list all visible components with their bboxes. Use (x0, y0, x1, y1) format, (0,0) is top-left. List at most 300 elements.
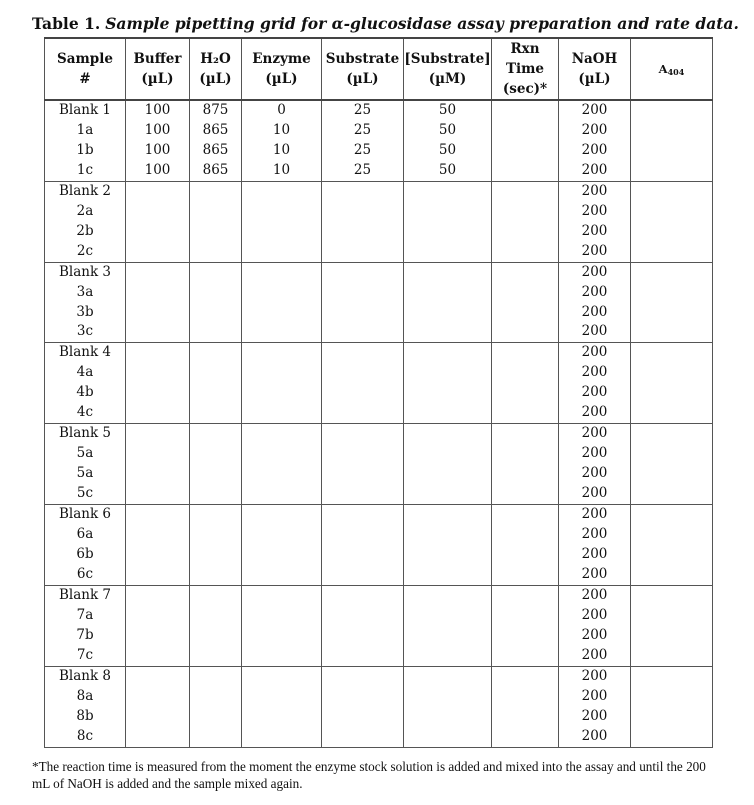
cell-rxn-time (492, 141, 559, 161)
cell-buffer (126, 505, 190, 525)
cell-substrate (322, 727, 404, 747)
cell-rxn-time (492, 242, 559, 262)
cell-buffer (126, 687, 190, 707)
cell-enzyme (242, 181, 322, 201)
cell-enzyme (242, 403, 322, 423)
cell-substrate-conc (404, 687, 492, 707)
cell-water (190, 666, 242, 686)
cell-sample: 4b (45, 383, 126, 403)
cell-rxn-time (492, 283, 559, 303)
cell-sample: 6c (45, 565, 126, 585)
cell-water (190, 322, 242, 342)
cell-naoh: 200 (559, 363, 631, 383)
cell-enzyme (242, 242, 322, 262)
cell-water (190, 262, 242, 282)
cell-sample: 2b (45, 222, 126, 242)
cell-rxn-time (492, 363, 559, 383)
cell-water (190, 545, 242, 565)
cell-substrate-conc (404, 606, 492, 626)
cell-absorbance (631, 343, 713, 363)
cell-substrate-conc (404, 464, 492, 484)
cell-naoh: 200 (559, 464, 631, 484)
cell-sample: 8b (45, 707, 126, 727)
cell-substrate (322, 262, 404, 282)
cell-buffer (126, 727, 190, 747)
cell-enzyme (242, 505, 322, 525)
cell-substrate-conc (404, 181, 492, 201)
cell-substrate (322, 464, 404, 484)
cell-absorbance (631, 121, 713, 141)
table-row (45, 727, 713, 747)
cell-naoh: 200 (559, 626, 631, 646)
cell-sample: 5c (45, 484, 126, 504)
cell-substrate-conc (404, 727, 492, 747)
cell-substrate (322, 626, 404, 646)
cell-naoh: 200 (559, 121, 631, 141)
cell-water (190, 525, 242, 545)
cell-substrate (322, 424, 404, 444)
cell-enzyme (242, 565, 322, 585)
cell-sample: 5a (45, 444, 126, 464)
table-row (45, 545, 713, 565)
caption-label: Table 1. (32, 14, 101, 33)
cell-enzyme (242, 322, 322, 342)
cell-water (190, 687, 242, 707)
table-row (45, 141, 713, 161)
cell-absorbance (631, 525, 713, 545)
cell-sample: 3c (45, 322, 126, 342)
cell-sample: 1b (45, 141, 126, 161)
cell-sample: 1c (45, 161, 126, 181)
cell-water (190, 626, 242, 646)
cell-enzyme: 0 (242, 100, 322, 121)
cell-substrate-conc (404, 343, 492, 363)
cell-substrate-conc (404, 444, 492, 464)
header-rxn-time: Rxn Time (sec)* (492, 38, 559, 100)
cell-rxn-time (492, 484, 559, 504)
cell-substrate (322, 687, 404, 707)
cell-naoh: 200 (559, 525, 631, 545)
table-row (45, 606, 713, 626)
cell-water: 865 (190, 141, 242, 161)
cell-rxn-time (492, 424, 559, 444)
cell-buffer: 100 (126, 100, 190, 121)
cell-absorbance (631, 222, 713, 242)
cell-substrate-conc (404, 262, 492, 282)
cell-enzyme: 10 (242, 161, 322, 181)
cell-naoh: 200 (559, 262, 631, 282)
cell-enzyme (242, 606, 322, 626)
cell-naoh: 200 (559, 606, 631, 626)
cell-buffer (126, 202, 190, 222)
cell-naoh: 200 (559, 383, 631, 403)
cell-water: 865 (190, 121, 242, 141)
cell-water (190, 707, 242, 727)
cell-water (190, 363, 242, 383)
cell-buffer (126, 283, 190, 303)
cell-buffer (126, 242, 190, 262)
cell-absorbance (631, 687, 713, 707)
cell-absorbance (631, 545, 713, 565)
cell-substrate-conc (404, 585, 492, 605)
cell-buffer (126, 585, 190, 605)
cell-water (190, 646, 242, 666)
cell-enzyme (242, 383, 322, 403)
cell-substrate-conc: 50 (404, 161, 492, 181)
cell-sample: Blank 3 (45, 262, 126, 282)
cell-substrate-conc (404, 383, 492, 403)
cell-naoh: 200 (559, 565, 631, 585)
cell-sample: Blank 2 (45, 181, 126, 201)
cell-buffer (126, 262, 190, 282)
cell-absorbance (631, 444, 713, 464)
cell-buffer (126, 424, 190, 444)
cell-substrate (322, 707, 404, 727)
cell-buffer (126, 363, 190, 383)
table-row (45, 444, 713, 464)
cell-absorbance (631, 606, 713, 626)
cell-water (190, 303, 242, 323)
cell-absorbance (631, 646, 713, 666)
cell-absorbance (631, 181, 713, 201)
cell-enzyme (242, 626, 322, 646)
cell-buffer (126, 181, 190, 201)
cell-absorbance (631, 303, 713, 323)
cell-buffer: 100 (126, 141, 190, 161)
table-row (45, 222, 713, 242)
table-row (45, 100, 713, 121)
cell-substrate-conc (404, 545, 492, 565)
cell-enzyme (242, 303, 322, 323)
cell-enzyme (242, 545, 322, 565)
cell-sample: Blank 6 (45, 505, 126, 525)
cell-absorbance (631, 363, 713, 383)
cell-sample: 7c (45, 646, 126, 666)
cell-buffer (126, 565, 190, 585)
cell-buffer (126, 303, 190, 323)
cell-substrate (322, 484, 404, 504)
cell-substrate (322, 606, 404, 626)
cell-substrate (322, 545, 404, 565)
cell-absorbance (631, 484, 713, 504)
cell-rxn-time (492, 727, 559, 747)
cell-rxn-time (492, 525, 559, 545)
cell-rxn-time (492, 464, 559, 484)
cell-water (190, 403, 242, 423)
cell-naoh: 200 (559, 444, 631, 464)
cell-substrate-conc (404, 202, 492, 222)
table-row (45, 262, 713, 282)
cell-substrate (322, 283, 404, 303)
cell-naoh: 200 (559, 687, 631, 707)
cell-naoh: 200 (559, 585, 631, 605)
cell-substrate-conc (404, 646, 492, 666)
cell-enzyme (242, 202, 322, 222)
table-row (45, 161, 713, 181)
header-absorbance: $A_{404}$ (631, 38, 713, 100)
cell-rxn-time (492, 666, 559, 686)
cell-buffer (126, 383, 190, 403)
cell-substrate (322, 666, 404, 686)
cell-enzyme (242, 707, 322, 727)
cell-sample: 6a (45, 525, 126, 545)
cell-enzyme (242, 424, 322, 444)
table-row (45, 565, 713, 585)
cell-enzyme (242, 262, 322, 282)
cell-substrate: 25 (322, 100, 404, 121)
cell-absorbance (631, 283, 713, 303)
cell-sample: 2c (45, 242, 126, 262)
cell-sample: 3b (45, 303, 126, 323)
cell-water (190, 242, 242, 262)
cell-rxn-time (492, 707, 559, 727)
cell-substrate (322, 565, 404, 585)
cell-substrate-conc (404, 242, 492, 262)
cell-enzyme (242, 343, 322, 363)
cell-water (190, 343, 242, 363)
cell-water (190, 283, 242, 303)
cell-naoh: 200 (559, 646, 631, 666)
cell-sample: 3a (45, 283, 126, 303)
cell-sample: 7b (45, 626, 126, 646)
cell-naoh: 200 (559, 141, 631, 161)
table-row (45, 484, 713, 504)
cell-sample: Blank 7 (45, 585, 126, 605)
cell-water (190, 202, 242, 222)
cell-absorbance (631, 403, 713, 423)
cell-substrate-conc: 50 (404, 100, 492, 121)
cell-enzyme (242, 646, 322, 666)
cell-rxn-time (492, 565, 559, 585)
cell-naoh: 200 (559, 161, 631, 181)
cell-buffer (126, 444, 190, 464)
cell-rxn-time (492, 626, 559, 646)
cell-water: 875 (190, 100, 242, 121)
cell-absorbance (631, 464, 713, 484)
cell-buffer (126, 403, 190, 423)
cell-water (190, 181, 242, 201)
cell-rxn-time (492, 687, 559, 707)
cell-rxn-time (492, 303, 559, 323)
cell-sample: 4c (45, 403, 126, 423)
table-row (45, 363, 713, 383)
cell-absorbance (631, 505, 713, 525)
cell-naoh: 200 (559, 202, 631, 222)
cell-water (190, 444, 242, 464)
cell-absorbance (631, 141, 713, 161)
header-substrate: Substrate (µL) (322, 38, 404, 100)
cell-substrate (322, 242, 404, 262)
cell-water: 865 (190, 161, 242, 181)
cell-sample: Blank 1 (45, 100, 126, 121)
cell-water (190, 505, 242, 525)
cell-sample: 1a (45, 121, 126, 141)
cell-substrate (322, 383, 404, 403)
cell-substrate-conc (404, 303, 492, 323)
cell-naoh: 200 (559, 303, 631, 323)
cell-absorbance (631, 322, 713, 342)
table-row (45, 687, 713, 707)
cell-buffer (126, 525, 190, 545)
header-row (45, 38, 713, 100)
table-row (45, 707, 713, 727)
cell-absorbance (631, 202, 713, 222)
cell-absorbance (631, 424, 713, 444)
cell-substrate-conc: 50 (404, 141, 492, 161)
cell-enzyme (242, 687, 322, 707)
cell-rxn-time (492, 545, 559, 565)
cell-sample: Blank 5 (45, 424, 126, 444)
cell-enzyme: 10 (242, 121, 322, 141)
cell-substrate (322, 181, 404, 201)
cell-water (190, 606, 242, 626)
header-substrate-conc: [Substrate] (µM) (404, 38, 492, 100)
cell-substrate (322, 646, 404, 666)
cell-substrate-conc (404, 666, 492, 686)
cell-enzyme (242, 727, 322, 747)
table-row (45, 303, 713, 323)
cell-water (190, 727, 242, 747)
cell-naoh: 200 (559, 505, 631, 525)
pipetting-grid-table (44, 37, 713, 748)
cell-substrate (322, 322, 404, 342)
cell-rxn-time (492, 181, 559, 201)
cell-sample: Blank 4 (45, 343, 126, 363)
cell-substrate-conc (404, 283, 492, 303)
cell-buffer: 100 (126, 121, 190, 141)
cell-buffer (126, 484, 190, 504)
cell-substrate: 25 (322, 141, 404, 161)
cell-naoh: 200 (559, 727, 631, 747)
cell-rxn-time (492, 322, 559, 342)
cell-substrate (322, 444, 404, 464)
table-row (45, 383, 713, 403)
cell-absorbance (631, 727, 713, 747)
cell-naoh: 200 (559, 484, 631, 504)
cell-enzyme (242, 222, 322, 242)
cell-rxn-time (492, 646, 559, 666)
cell-sample: 8a (45, 687, 126, 707)
cell-naoh: 200 (559, 322, 631, 342)
cell-enzyme (242, 666, 322, 686)
cell-buffer (126, 322, 190, 342)
cell-absorbance (631, 262, 713, 282)
cell-substrate (322, 505, 404, 525)
cell-buffer: 100 (126, 161, 190, 181)
cell-rxn-time (492, 202, 559, 222)
cell-absorbance (631, 585, 713, 605)
table-row (45, 121, 713, 141)
cell-substrate (322, 343, 404, 363)
cell-buffer (126, 343, 190, 363)
cell-sample: 8c (45, 727, 126, 747)
cell-sample: 7a (45, 606, 126, 626)
header-buffer: Buffer (µL) (126, 38, 190, 100)
cell-substrate-conc: 50 (404, 121, 492, 141)
cell-rxn-time (492, 343, 559, 363)
cell-buffer (126, 464, 190, 484)
cell-absorbance (631, 383, 713, 403)
cell-rxn-time (492, 100, 559, 121)
cell-rxn-time (492, 121, 559, 141)
cell-substrate-conc (404, 707, 492, 727)
table-caption (32, 14, 739, 33)
cell-water (190, 222, 242, 242)
table-row (45, 646, 713, 666)
cell-substrate (322, 525, 404, 545)
cell-sample: 6b (45, 545, 126, 565)
cell-absorbance (631, 666, 713, 686)
footnote: *The reaction time is measured from the moment the enzyme stock solution is added and mixed into the assay and until the 200 mL of NaOH is added and the sample mixed again. (32, 759, 706, 791)
cell-naoh: 200 (559, 666, 631, 686)
cell-naoh: 200 (559, 545, 631, 565)
cell-enzyme: 10 (242, 141, 322, 161)
cell-rxn-time (492, 222, 559, 242)
cell-substrate-conc (404, 403, 492, 423)
header-enzyme: Enzyme (µL) (242, 38, 322, 100)
cell-naoh: 200 (559, 181, 631, 201)
cell-substrate-conc (404, 525, 492, 545)
table-row (45, 242, 713, 262)
cell-substrate-conc (404, 363, 492, 383)
cell-naoh: 200 (559, 222, 631, 242)
cell-water (190, 585, 242, 605)
cell-rxn-time (492, 444, 559, 464)
table-row (45, 202, 713, 222)
table-row (45, 585, 713, 605)
table-row (45, 403, 713, 423)
cell-water (190, 484, 242, 504)
table-body (45, 100, 713, 747)
cell-substrate (322, 202, 404, 222)
cell-substrate-conc (404, 505, 492, 525)
cell-naoh: 200 (559, 242, 631, 262)
cell-enzyme (242, 525, 322, 545)
table-row (45, 626, 713, 646)
cell-buffer (126, 222, 190, 242)
cell-absorbance (631, 626, 713, 646)
cell-substrate (322, 403, 404, 423)
cell-naoh: 200 (559, 283, 631, 303)
cell-rxn-time (492, 262, 559, 282)
table-row (45, 322, 713, 342)
cell-rxn-time (492, 403, 559, 423)
cell-substrate-conc (404, 322, 492, 342)
cell-sample: 4a (45, 363, 126, 383)
cell-substrate (322, 303, 404, 323)
table-row (45, 181, 713, 201)
cell-substrate (322, 585, 404, 605)
cell-buffer (126, 666, 190, 686)
cell-substrate-conc (404, 484, 492, 504)
cell-substrate: 25 (322, 121, 404, 141)
table-row (45, 666, 713, 686)
header-sample: Sample # (45, 38, 126, 100)
cell-water (190, 565, 242, 585)
cell-sample: 5a (45, 464, 126, 484)
cell-enzyme (242, 363, 322, 383)
cell-substrate-conc (404, 222, 492, 242)
table-row (45, 464, 713, 484)
cell-buffer (126, 606, 190, 626)
cell-absorbance (631, 100, 713, 121)
table-row (45, 424, 713, 444)
cell-buffer (126, 545, 190, 565)
cell-enzyme (242, 484, 322, 504)
cell-absorbance (631, 707, 713, 727)
cell-rxn-time (492, 585, 559, 605)
cell-enzyme (242, 283, 322, 303)
